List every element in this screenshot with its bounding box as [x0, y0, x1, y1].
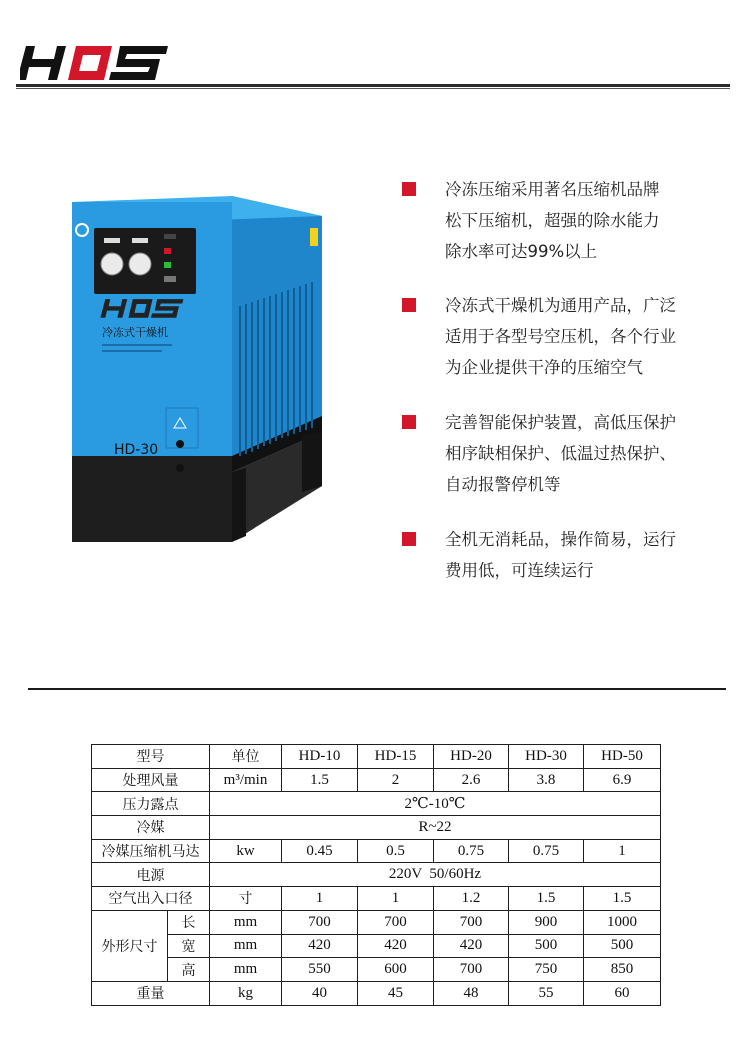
table-cell: 2℃-10℃: [210, 792, 661, 816]
table-cell: 外形尺寸: [92, 910, 168, 981]
section-divider: [28, 688, 726, 690]
table-cell: HD-20: [434, 745, 509, 769]
table-cell: 1: [282, 887, 358, 911]
table-cell: mm: [210, 910, 282, 934]
spec-table: [91, 744, 661, 1006]
table-cell: 空气出入口径: [92, 887, 210, 911]
table-cell: 0.75: [509, 839, 584, 863]
table-cell: 1: [584, 839, 661, 863]
table-row: [92, 792, 661, 816]
hos-logo: [20, 44, 170, 82]
table-row: [92, 839, 661, 863]
table-row: [92, 934, 661, 958]
table-cell: HD-30: [509, 745, 584, 769]
table-cell: 2: [358, 768, 434, 792]
panel-title: 冷冻式干燥机: [102, 326, 168, 339]
table-cell: 处理风量: [92, 768, 210, 792]
table-cell: 550: [282, 958, 358, 982]
table-row: [92, 816, 661, 840]
table-cell: 500: [584, 934, 661, 958]
table-cell: 700: [358, 910, 434, 934]
table-cell: 700: [434, 958, 509, 982]
table-cell: mm: [210, 958, 282, 982]
red-square-bullet-icon: [402, 415, 416, 429]
table-cell: m³/min: [210, 768, 282, 792]
table-row: [92, 863, 661, 887]
feature-item: 冷冻式干燥机为通用产品，广泛 适用于各型号空压机，各个行业 为企业提供干净的压缩空气: [402, 290, 732, 383]
table-cell: 3.8: [509, 768, 584, 792]
table-cell: 1: [358, 887, 434, 911]
red-square-bullet-icon: [402, 532, 416, 546]
model-label: HD-30: [114, 442, 159, 458]
table-cell: 0.5: [358, 839, 434, 863]
feature-list: [402, 174, 732, 586]
red-square-bullet-icon: [402, 182, 416, 196]
table-cell: 500: [509, 934, 584, 958]
table-cell: 2.6: [434, 768, 509, 792]
table-cell: 高: [168, 958, 210, 982]
table-cell: 冷媒压缩机马达: [92, 839, 210, 863]
table-cell: 600: [358, 958, 434, 982]
table-cell: 1.5: [509, 887, 584, 911]
feature-item: 完善智能保护装置，高低压保护 相序缺相保护、低温过热保护、 自动报警停机等: [402, 407, 732, 500]
table-row: [92, 887, 661, 911]
table-cell: 宽: [168, 934, 210, 958]
table-cell: 1.2: [434, 887, 509, 911]
table-cell: 700: [282, 910, 358, 934]
table-cell: 0.45: [282, 839, 358, 863]
table-cell: 型号: [92, 745, 210, 769]
table-cell: 40: [282, 981, 358, 1005]
table-cell: 重量: [92, 981, 210, 1005]
table-cell: mm: [210, 934, 282, 958]
table-cell: 1.5: [282, 768, 358, 792]
table-cell: 420: [282, 934, 358, 958]
table-cell: 压力露点: [92, 792, 210, 816]
red-square-bullet-icon: [402, 298, 416, 312]
table-cell: kw: [210, 839, 282, 863]
table-cell: 电源: [92, 863, 210, 887]
table-cell: 单位: [210, 745, 282, 769]
table-cell: 850: [584, 958, 661, 982]
table-cell: 60: [584, 981, 661, 1005]
table-cell: R~22: [210, 816, 661, 840]
table-row: [92, 958, 661, 982]
table-cell: 900: [509, 910, 584, 934]
table-cell: 0.75: [434, 839, 509, 863]
table-cell: 750: [509, 958, 584, 982]
table-cell: 420: [434, 934, 509, 958]
feature-item: 全机无消耗品，操作简易，运行 费用低，可连续运行: [402, 524, 732, 586]
table-cell: HD-10: [282, 745, 358, 769]
table-row: [92, 768, 661, 792]
table-cell: kg: [210, 981, 282, 1005]
table-row: [92, 745, 661, 769]
table-cell: 长: [168, 910, 210, 934]
header-rule: [16, 84, 730, 87]
table-cell: 420: [358, 934, 434, 958]
table-cell: 220V 50/60Hz: [210, 863, 661, 887]
table-cell: 48: [434, 981, 509, 1005]
air-dryer-image: [66, 186, 334, 544]
table-cell: 1.5: [584, 887, 661, 911]
logo-text: HOS: [20, 44, 23, 45]
table-cell: 冷媒: [92, 816, 210, 840]
table-cell: 寸: [210, 887, 282, 911]
table-row: [92, 981, 661, 1005]
table-cell: 55: [509, 981, 584, 1005]
table-cell: HD-15: [358, 745, 434, 769]
table-row: [92, 910, 661, 934]
table-cell: 1000: [584, 910, 661, 934]
table-cell: HD-50: [584, 745, 661, 769]
table-cell: 6.9: [584, 768, 661, 792]
table-cell: 45: [358, 981, 434, 1005]
header-rule-thin: [16, 88, 730, 89]
feature-item: 冷冻压缩采用著名压缩机品牌 松下压缩机，超强的除水能力 除水率可达99%以上: [402, 174, 732, 267]
table-cell: 700: [434, 910, 509, 934]
